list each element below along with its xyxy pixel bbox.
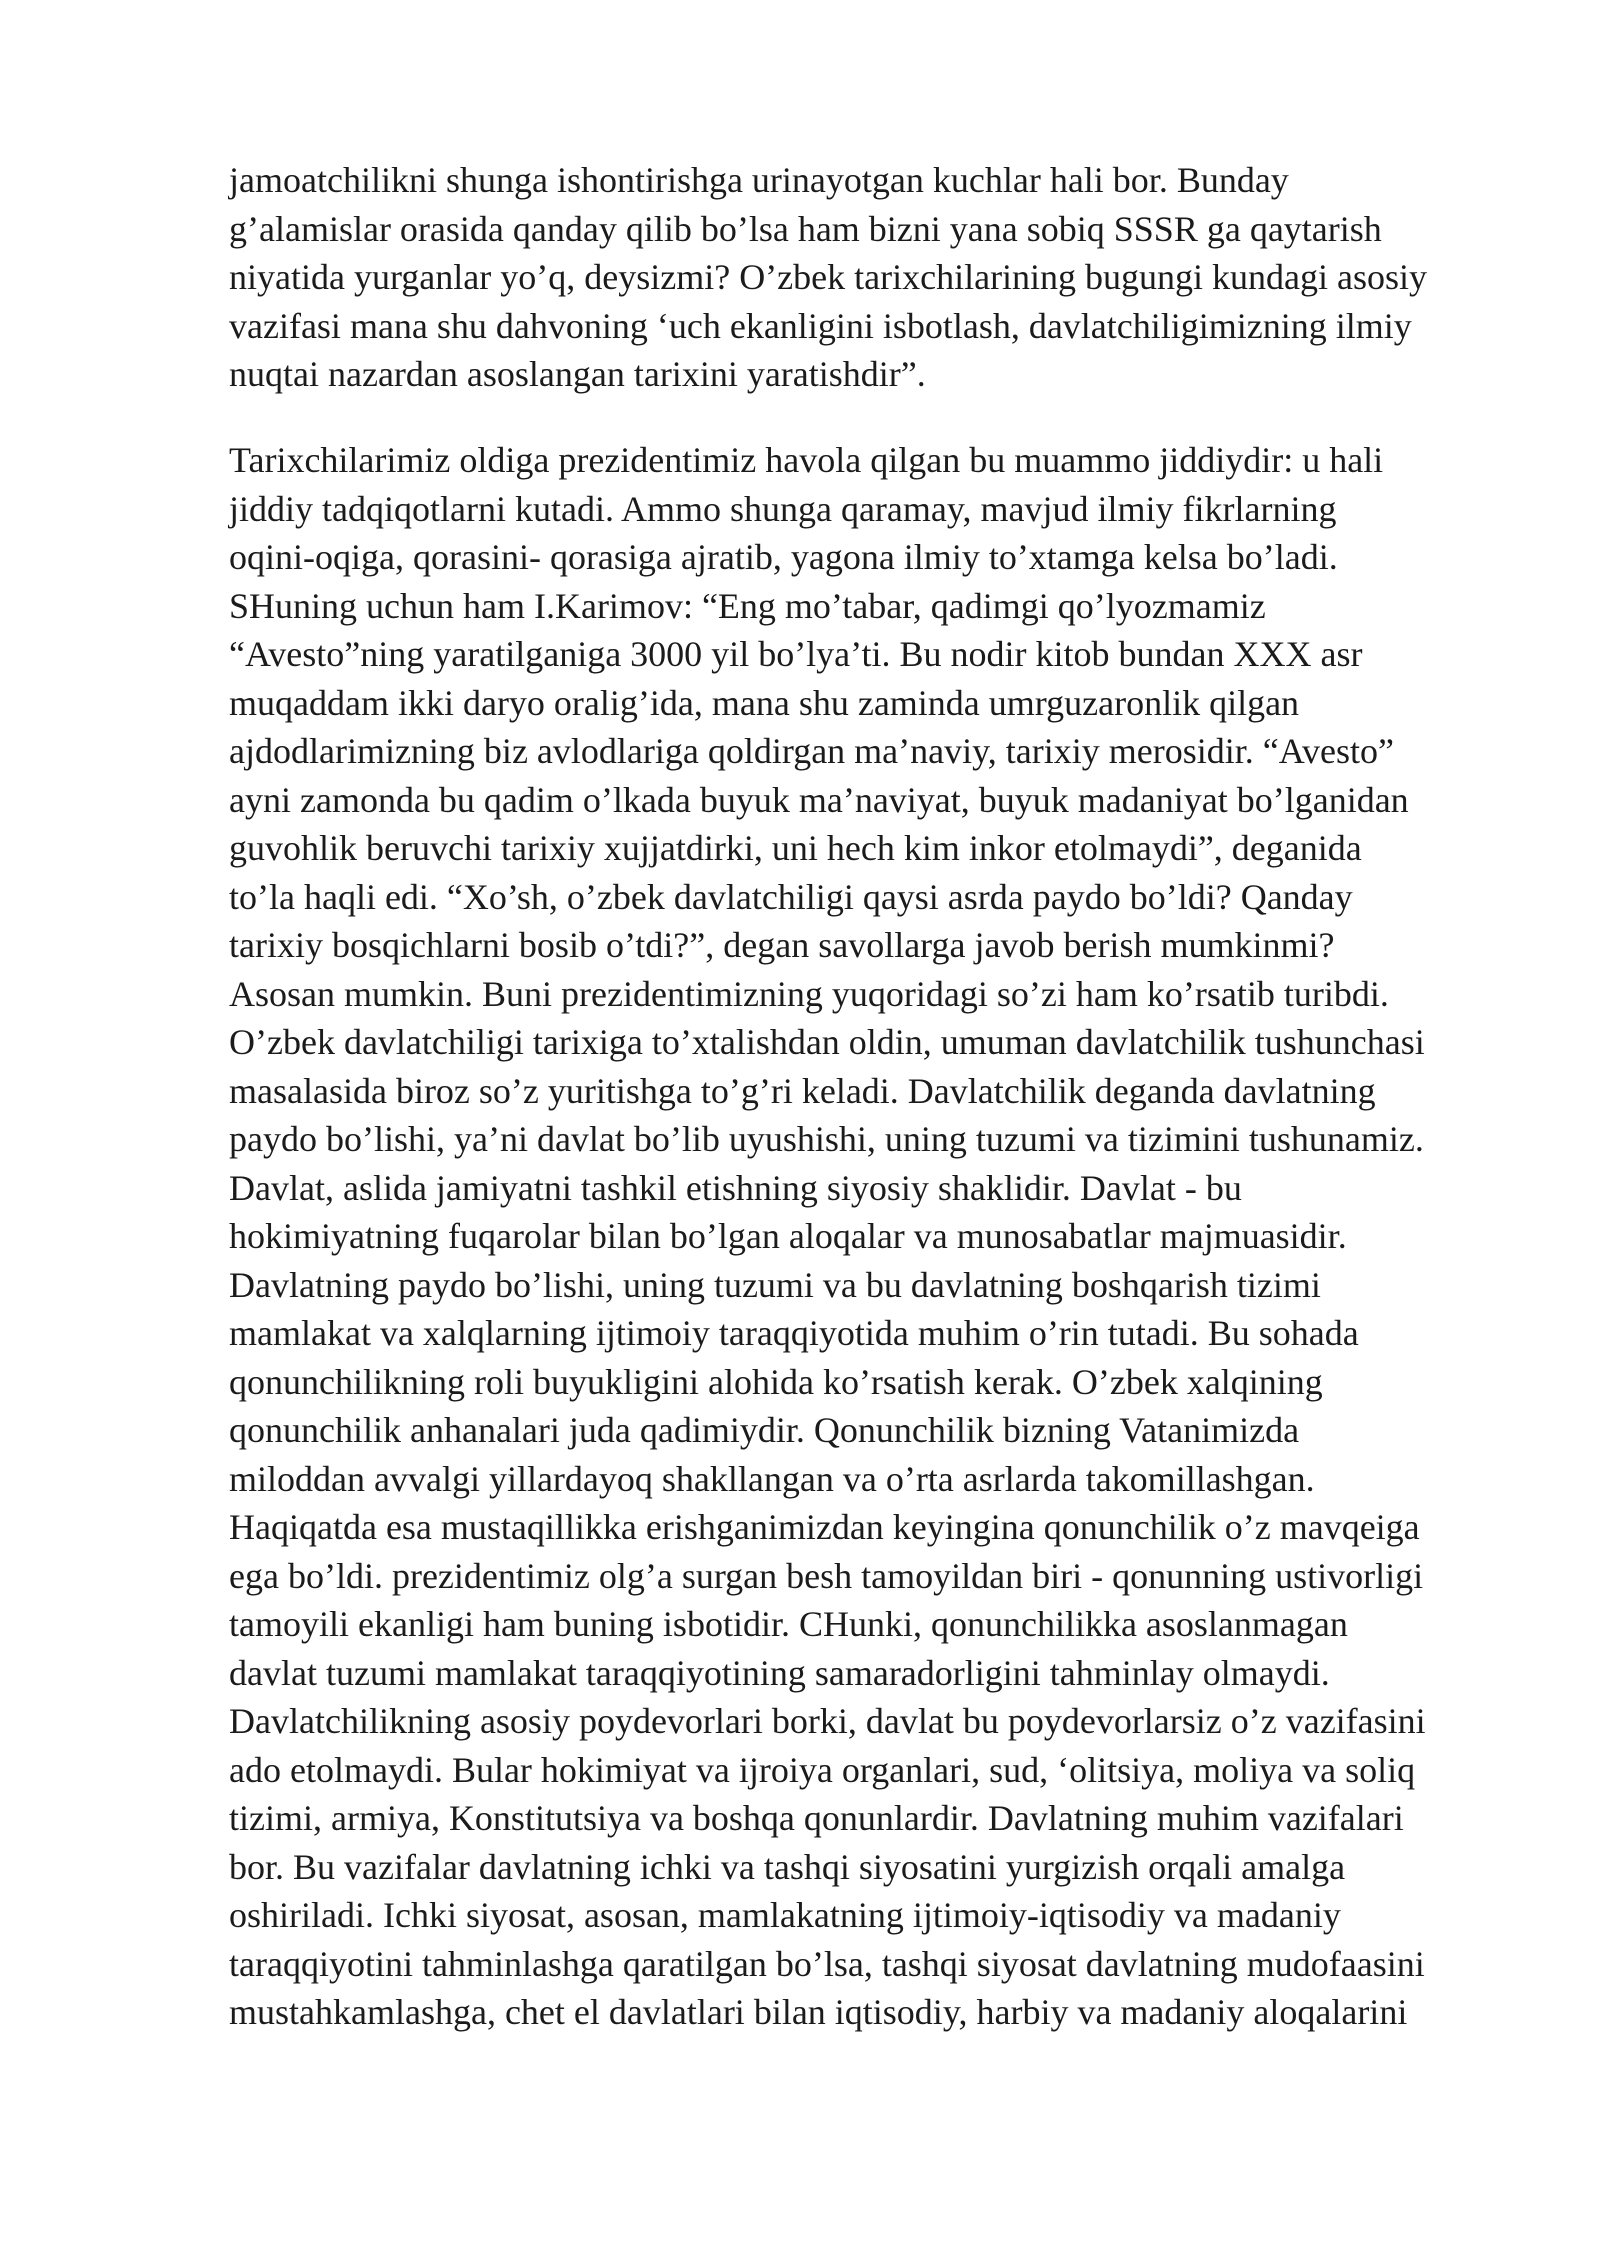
text-line: davlat tuzumi mamlakat taraqqiyotining samaradorligini tahminlay olmaydi. bbox=[229, 1652, 1330, 1693]
text-line: tizimi, armiya, Konstitutsiya va boshqa qonunlardir. Davlatning muhim vazifalari bbox=[229, 1798, 1404, 1838]
text-line: ado etolmaydi. Bular hokimiyat va ijroiya organlari, sud, ‘olitsiya, moliya va soliq bbox=[229, 1749, 1416, 1790]
text-line: g’alamislar orasida qanday qilib bo’lsa ham bizni yana sobiq SSSR ga qaytarish bbox=[229, 208, 1382, 249]
text-line: Davlat, aslida jamiyatni tashkil etishning siyosiy shaklidir. Davlat - bu bbox=[229, 1167, 1242, 1208]
text-line: SHuning uchun ham I.Karimov: “Eng mo’tabar, qadimgi qo’lyozmamiz bbox=[229, 585, 1266, 626]
text-line: ajdodlarimizning biz avlodlariga qoldirgan ma’naviy, tarixiy merosidir. “Avesto” bbox=[229, 731, 1395, 771]
text-line: jiddiy tadqiqotlarni kutadi. Ammo shunga qaramay, mavjud ilmiy fikrlarning bbox=[229, 488, 1337, 529]
text-line: miloddan avvalgi yillardayoq shakllangan va o’rta asrlarda takomillashgan. bbox=[229, 1458, 1315, 1499]
text-line: nuqtai nazardan asoslangan tarixini yaratishdir”. bbox=[229, 354, 926, 394]
text-line: O’zbek davlatchiligi tarixiga to’xtalishdan oldin, umuman davlatchilik tushunchasi bbox=[229, 1022, 1425, 1062]
text-line: hokimiyatning fuqarolar bilan bo’lgan aloqalar va munosabatlar majmuasidir. bbox=[229, 1216, 1347, 1256]
text-line: Tarixchilarimiz oldiga prezidentimiz havola qilgan bu muammo jiddiydir: u hali bbox=[229, 440, 1384, 480]
text-line: paydo bo’lishi, ya’ni davlat bo’lib uyushishi, uning tuzumi va tizimini tushunamiz. bbox=[229, 1119, 1424, 1159]
text-line: Asosan mumkin. Buni prezidentimizning yuqoridagi so’zi ham ko’rsatib turibdi. bbox=[229, 973, 1389, 1014]
text-line: qonunchilikning roli buyukligini alohida ko’rsatish kerak. O’zbek xalqining bbox=[229, 1361, 1323, 1402]
text-line: jamoatchilikni shunga ishontirishga urinayotgan kuchlar hali bor. Bunday bbox=[229, 160, 1289, 200]
text-line: mustahkamlashga, chet el davlatlari bilan iqtisodiy, harbiy va madaniy aloqalarini bbox=[229, 1992, 1408, 2032]
paragraph-2 bbox=[229, 436, 1529, 2037]
text-line: to’la haqli edi. “Xo’sh, o’zbek davlatchiligi qaysi asrda paydo bo’ldi? Qanday bbox=[229, 876, 1353, 917]
text-line: masalasida biroz so’z yuritishga to’g’ri keladi. Davlatchilik deganda davlatning bbox=[229, 1070, 1376, 1111]
text-line: Davlatchilikning asosiy poydevorlari borki, davlat bu poydevorlarsiz o’z vazifasini bbox=[229, 1701, 1426, 1741]
text-line: guvohlik beruvchi tarixiy xujjatdirki, uni hech kim inkor etolmaydi”, deganida bbox=[229, 828, 1362, 868]
text-line: ayni zamonda bu qadim o’lkada buyuk ma’naviyat, buyuk madaniyat bo’lganidan bbox=[229, 779, 1409, 820]
text-line: qonunchilik anhanalari juda qadimiydir. Qonunchilik bizning Vatanimizda bbox=[229, 1410, 1300, 1450]
text-line: bor. Bu vazifalar davlatning ichki va tashqi siyosatini yurgizish orqali amalga bbox=[229, 1846, 1346, 1887]
text-line: oqini-oqiga, qorasini- qorasiga ajratib, yagona ilmiy to’xtamga kelsa bo’ladi. bbox=[229, 537, 1338, 577]
text-line: muqaddam ikki daryo oralig’ida, mana shu zaminda umrguzaronlik qilgan bbox=[229, 682, 1300, 723]
text-line: Davlatning paydo bo’lishi, uning tuzumi va bu davlatning boshqarish tizimi bbox=[229, 1264, 1321, 1305]
text-line: niyatida yurganlar yo’q, deysizmi? O’zbek tarixchilarining bugungi kundagi asosiy bbox=[229, 257, 1428, 297]
text-line: “Avesto”ning yaratilganiga 3000 yil bo’lya’ti. Bu nodir kitob bundan XXX asr bbox=[229, 634, 1363, 674]
text-line: tamoyili ekanligi ham buning isbotidir. CHunki, qonunchilikka asoslanmagan bbox=[229, 1604, 1348, 1644]
text-line: Haqiqatda esa mustaqillikka erishganimizdan keyingina qonunchilik o’z mavqeiga bbox=[229, 1507, 1420, 1547]
text-line: oshiriladi. Ichki siyosat, asosan, mamlakatning ijtimoiy-iqtisodiy va madaniy bbox=[229, 1895, 1341, 1935]
text-line: tarixiy bosqichlarni bosib o’tdi?”, degan savollarga javob berish mumkinmi? bbox=[229, 925, 1335, 965]
text-line: taraqqiyotini tahminlashga qaratilgan bo’lsa, tashqi siyosat davlatning mudofaasini bbox=[229, 1943, 1425, 1984]
text-line: vazifasi mana shu dahvoning ‘uch ekanligini isbotlash, davlatchiligimizning ilmiy bbox=[229, 305, 1412, 346]
text-line: ega bo’ldi. prezidentimiz olg’a surgan besh tamoyildan biri - qonunning ustivorligi bbox=[229, 1555, 1424, 1596]
paragraph-1 bbox=[229, 156, 1529, 399]
text-line: mamlakat va xalqlarning ijtimoiy taraqqiyotida muhim o’rin tutadi. Bu sohada bbox=[229, 1313, 1359, 1353]
